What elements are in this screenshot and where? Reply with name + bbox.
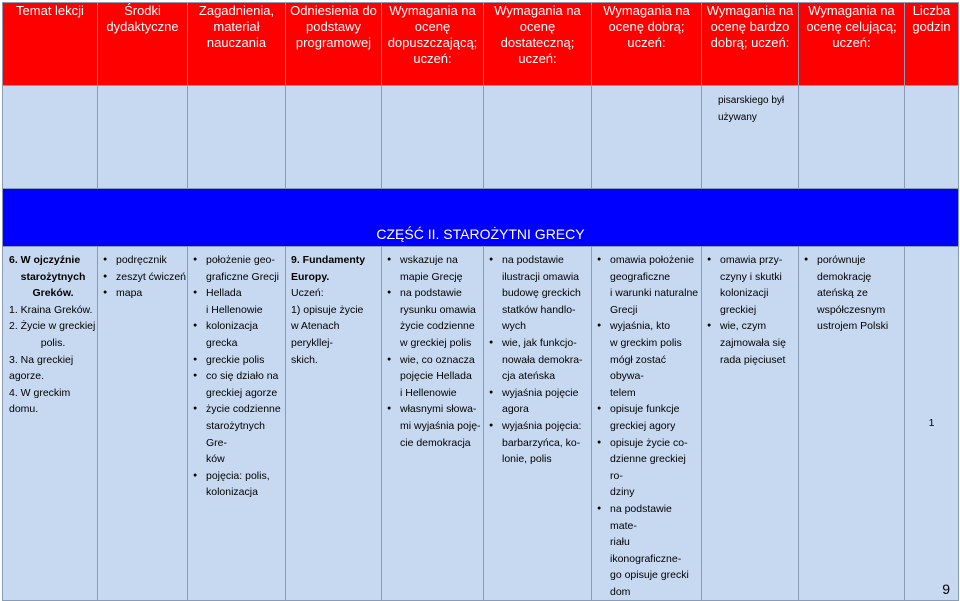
req-good-item: telem <box>610 386 636 399</box>
req-good-cell <box>592 247 702 601</box>
req-sufficient-item: cja ateńska <box>502 370 556 383</box>
aids-item: ● podręcznik <box>98 252 187 269</box>
req-very-good-item: czyny i skutki <box>720 270 782 283</box>
req-pass-item: mi wyjaśnia poję- <box>400 419 481 432</box>
req-good-item: dom <box>610 585 631 598</box>
req-sufficient-item: nowała demokra- <box>502 353 583 366</box>
req-sufficient-item: ● na podstawie <box>484 252 591 269</box>
topics-item: ● pojęcia: polis, <box>188 468 285 485</box>
req-excellent-list <box>799 247 904 335</box>
req-good-item: w greckim polis <box>610 336 682 349</box>
req-excellent-cell <box>799 247 905 601</box>
req-good-item: ● wyjaśnia, kto <box>592 318 701 335</box>
topics-list <box>188 247 285 501</box>
req-sufficient-list <box>484 247 591 468</box>
curriculum-line: w Atenach perykllej- <box>291 320 340 349</box>
req-very-good-list <box>702 247 798 368</box>
req-pass-cell <box>382 247 484 601</box>
req-good-item: mógł zostać obywa- <box>610 353 667 383</box>
topics-item: ków <box>206 453 225 466</box>
req-excellent-item: ustrojem Polski <box>817 320 889 333</box>
req-pass-item: ● własnymi słowa- <box>382 401 483 418</box>
header-req-good: Wymagania na ocenę dobrą; uczeń: <box>592 3 702 86</box>
topics-item: ● Hellada <box>188 285 285 302</box>
curriculum-table <box>2 2 959 601</box>
req-good-item: greckiej agory <box>610 419 676 432</box>
lesson-point: 2. Życie w greckiej <box>9 320 96 333</box>
header-req-pass: Wymagania na ocenę dopuszczającą; uczeń: <box>382 3 484 86</box>
req-pass-item: mapie Grecję <box>400 270 463 283</box>
req-sufficient-item: statków handlo- <box>502 303 576 316</box>
header-teaching-aids: Środki dydaktyczne <box>98 3 188 86</box>
req-good-item: dziny <box>610 486 635 499</box>
req-excellent-item: ateńską ze <box>817 287 868 300</box>
aids-item: ● zeszyt ćwiczeń <box>98 269 187 286</box>
req-good-list <box>592 247 701 600</box>
req-very-good-item: ● wie, czym <box>702 318 798 335</box>
req-good-item: go opisuje grecki <box>610 569 689 582</box>
aids-item: ● mapa <box>98 285 187 302</box>
section-title: CZĘŚĆ II. STAROŻYTNI GRECY <box>3 189 959 247</box>
req-very-good-item: rada pięciuset <box>720 353 786 366</box>
req-pass-item: w greckiej polis <box>400 336 472 349</box>
header-hours: Liczba godzin <box>905 3 959 86</box>
note-line: pisarskiego był <box>718 95 785 106</box>
continuation-note <box>702 86 799 189</box>
header-topics: Zagadnienia, materiał nauczania <box>188 3 286 86</box>
lesson-point: 1. Kraina Greków. <box>9 303 93 316</box>
req-good-item: riału ikonograficzne- <box>610 536 682 565</box>
header-lesson-topic: Temat lekcji <box>3 3 98 86</box>
topics-item: grecka <box>206 336 238 349</box>
req-sufficient-item: ● wyjaśnia pojęcie <box>484 385 591 402</box>
curriculum-line: 1) opisuje życie <box>291 303 364 316</box>
lesson-point: 4. W greckim domu. <box>9 386 71 416</box>
lesson-title-line: Greków. <box>32 287 74 300</box>
note-line: używany <box>718 112 757 123</box>
lesson-cell <box>3 247 98 601</box>
req-sufficient-item: agora <box>502 403 529 416</box>
lesson-point: polis. <box>40 336 66 349</box>
req-excellent-item: demokrację <box>817 270 872 283</box>
req-good-item: ● opisuje życie co- <box>592 435 701 452</box>
hours-cell: 1 <box>905 247 959 601</box>
req-sufficient-item: ilustracji omawia <box>502 270 580 283</box>
req-pass-item: cie demokracja <box>400 436 471 449</box>
req-pass-item: ● na podstawie <box>382 285 483 302</box>
req-good-item: dzienne greckiej ro- <box>610 453 686 482</box>
req-pass-item: i Hellenowie <box>400 386 457 399</box>
topics-item: ● położenie geo- <box>188 252 285 269</box>
req-sufficient-item: lonie, polis <box>502 453 552 466</box>
req-excellent-item: współczesnym <box>817 303 886 316</box>
lesson-point: 3. Na greckiej agorze. <box>9 353 74 383</box>
continuation-row <box>3 86 959 189</box>
lesson-title-line: 6. W ojczyźnie <box>9 254 81 266</box>
topics-item: ● greckie polis <box>188 352 285 369</box>
aids-cell <box>98 247 188 601</box>
header-row <box>3 3 959 86</box>
req-sufficient-item: barbarzyńca, ko- <box>502 436 581 449</box>
header-req-sufficient: Wymagania na ocenę dostateczną; uczeń: <box>484 3 592 86</box>
req-good-item: i warunki naturalne <box>610 287 699 300</box>
aids-list <box>98 247 187 302</box>
req-very-good-item: greckiej <box>720 303 757 316</box>
curriculum-line: skich. <box>291 353 318 366</box>
topics-item: ● co się działo na <box>188 368 285 385</box>
req-sufficient-item: ● wie, jak funkcjo- <box>484 335 591 352</box>
topics-item: ● życie codzienne <box>188 401 285 418</box>
topics-item: kolonizacja <box>206 486 258 499</box>
req-pass-item: ● wie, co oznacza <box>382 352 483 369</box>
req-very-good-item: kolonizacji <box>720 287 769 300</box>
req-pass-item: pojęcie Hellada <box>400 370 472 383</box>
req-good-item: geograficzne <box>610 270 671 283</box>
curriculum-cell <box>286 247 382 601</box>
req-pass-item: ● wskazuje na <box>382 252 483 269</box>
header-req-excellent: Wymagania na ocenę celującą; uczeń: <box>799 3 905 86</box>
lesson-title-line: starożytnych <box>20 270 86 283</box>
req-sufficient-item: budowę greckich <box>502 287 581 300</box>
topics-item: starożytnych Gre- <box>206 419 265 449</box>
lesson-row <box>3 247 959 601</box>
req-good-item: ● opisuje funkcje <box>592 401 701 418</box>
curriculum-title-line: 9. Fundamenty <box>291 254 366 266</box>
req-sufficient-item: wych <box>502 320 526 333</box>
curriculum-subtitle: Uczeń: <box>291 287 324 300</box>
req-good-item: ● na podstawie mate- <box>592 501 701 534</box>
section-row <box>3 189 959 247</box>
req-pass-item: życie codzienne <box>400 320 475 333</box>
header-curriculum-ref: Odniesienia do podstawy programowej <box>286 3 382 86</box>
req-pass-item: rysunku omawia <box>400 303 476 316</box>
header-req-very-good: Wymagania na ocenę bardzo dobrą; uczeń: <box>702 3 799 86</box>
req-sufficient-item: ● wyjaśnia pojęcia: <box>484 418 591 435</box>
topics-item: ● kolonizacja <box>188 318 285 335</box>
req-pass-list <box>382 247 483 451</box>
topics-item: i Hellenowie <box>206 303 263 316</box>
topics-cell <box>188 247 286 601</box>
curriculum-title-line: Europy. <box>291 270 330 283</box>
req-sufficient-cell <box>484 247 592 601</box>
topics-item: greckiej agorze <box>206 386 278 399</box>
req-very-good-item: ● omawia przy- <box>702 252 798 269</box>
topics-item: graficzne Grecji <box>206 270 279 283</box>
req-excellent-item: ● porównuje <box>799 252 904 269</box>
req-very-good-cell <box>702 247 799 601</box>
req-very-good-item: zajmowała się <box>720 336 786 349</box>
req-good-item: ● omawia położenie <box>592 252 701 269</box>
page-number: 9 <box>942 581 950 597</box>
req-good-item: Grecji <box>610 303 638 316</box>
